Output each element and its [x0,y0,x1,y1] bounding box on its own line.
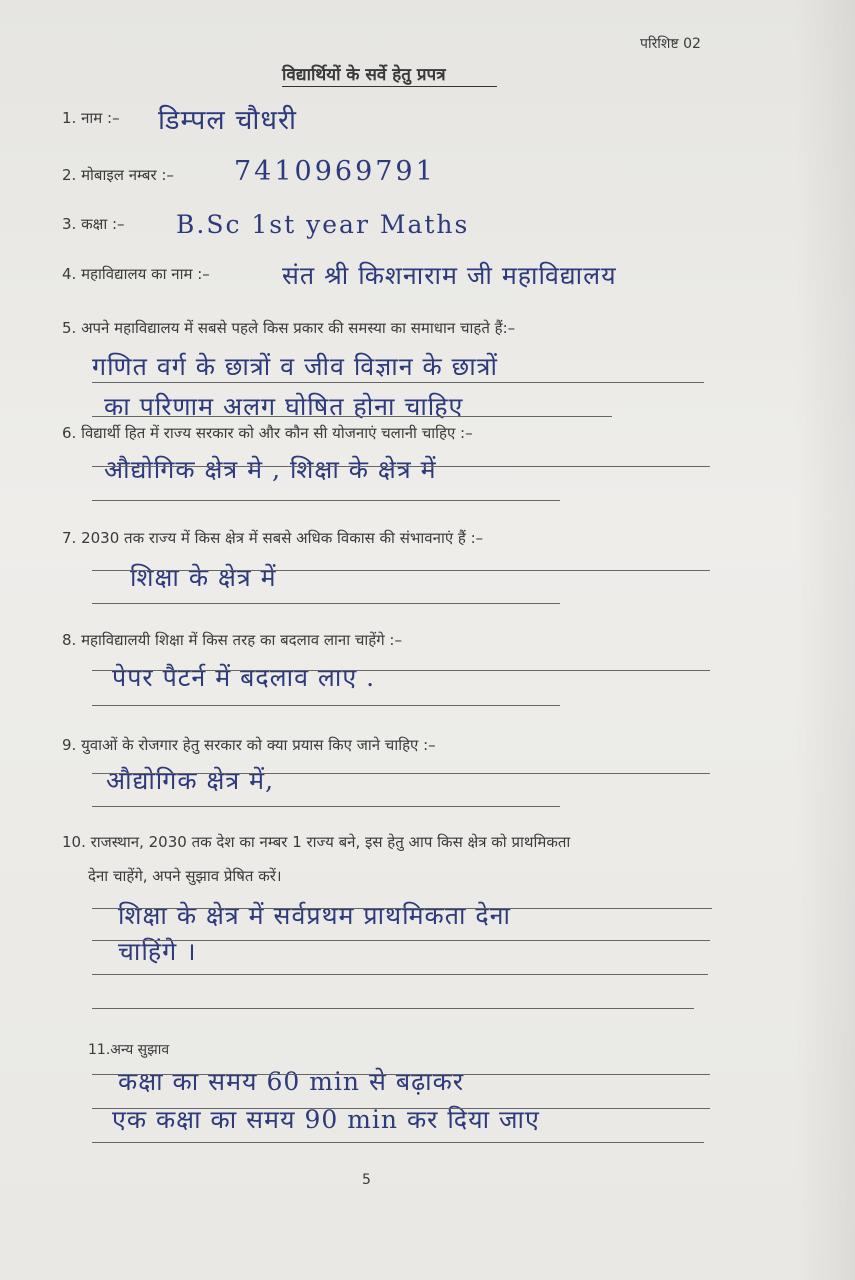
q4-answer: संत श्री किशनाराम जी महाविद्यालय [282,261,617,290]
q2-label: 2. मोबाइल नम्बर :– [62,166,174,184]
q10-rule-4 [92,1008,694,1009]
q10-label-continued: देना चाहेंगे, अपने सुझाव प्रेषित करें। [88,867,282,885]
q5-answer-line-1: गणित वर्ग के छात्रों व जीव विज्ञान के छात्रों [92,352,498,381]
q10-rule-1 [92,908,712,909]
q9-rule-1 [92,773,710,774]
q11-answer-line-1: कक्षा का समय 60 min से बढ़ाकर [118,1067,465,1096]
q7-answer: शिक्षा के क्षेत्र में [130,563,277,592]
q10-answer-line-1: शिक्षा के क्षेत्र में सर्वप्रथम प्राथमिकता देना [118,901,512,930]
q11-label: 11.अन्य सुझाव [88,1042,170,1058]
q5-answer-line-2: का परिणाम अलग घोषित होना चाहिए [104,392,464,421]
q3-answer: B.Sc 1st year Maths [176,210,470,239]
q6-answer: औद्योगिक क्षेत्र मे , शिक्षा के क्षेत्र में [104,455,437,484]
page-shadow [795,0,855,1280]
q10-answer-line-2: चाहिंगे । [118,937,197,966]
q5-rule-2 [92,416,612,417]
q11-rule-3 [92,1142,704,1143]
q9-rule-2 [92,806,560,807]
q8-rule-2 [92,705,560,706]
appendix-label: परिशिष्ट 02 [640,36,701,52]
q8-label: 8. महाविद्यालयी शिक्षा में किस तरह का बदलाव लाना चाहेंगे :– [62,631,402,649]
q7-rule-2 [92,603,560,604]
q8-answer: पेपर पैटर्न में बदलाव लाए . [112,663,376,692]
q7-label: 7. 2030 तक राज्य में किस क्षेत्र में सबसे अधिक विकास की संभावनाएं हैं :– [62,529,484,547]
page-number: 5 [362,1172,371,1188]
q10-rule-2 [92,940,710,941]
form-title: विद्यार्थियों के सर्वे हेतु प्रपत्र [282,65,446,85]
q6-label: 6. विद्यार्थी हित में राज्य सरकार को और कौन सी योजनाएं चलानी चाहिए :– [62,424,473,442]
q1-answer: डिम्पल चौधरी [158,105,298,136]
q10-label: 10. राजस्थान, 2030 तक देश का नम्बर 1 राज्य बने, इस हेतु आप किस क्षेत्र को प्राथमिकता [62,833,571,851]
q1-label: 1. नाम :– [62,109,120,127]
q9-label: 9. युवाओं के रोजगार हेतु सरकार को क्या प्रयास किए जाने चाहिए :– [62,736,436,754]
q5-label: 5. अपने महाविद्यालय में सबसे पहले किस प्रकार की समस्या का समाधान चाहते हैं:– [62,319,516,337]
q11-rule-2 [92,1108,710,1109]
q6-rule-1 [92,466,710,467]
q11-rule-1 [92,1074,710,1075]
q7-rule-1 [92,570,710,571]
q5-rule-1 [92,382,704,383]
title-underline [282,86,497,87]
q11-answer-line-2: एक कक्षा का समय 90 min कर दिया जाए [112,1105,540,1134]
q10-rule-3 [92,974,708,975]
q2-answer: 7410969791 [234,156,436,187]
q6-rule-2 [92,500,560,501]
q9-answer: औद्योगिक क्षेत्र में, [106,766,275,795]
q8-rule-1 [92,670,710,671]
q4-label: 4. महाविद्यालय का नाम :– [62,265,210,283]
q3-label: 3. कक्षा :– [62,215,125,233]
